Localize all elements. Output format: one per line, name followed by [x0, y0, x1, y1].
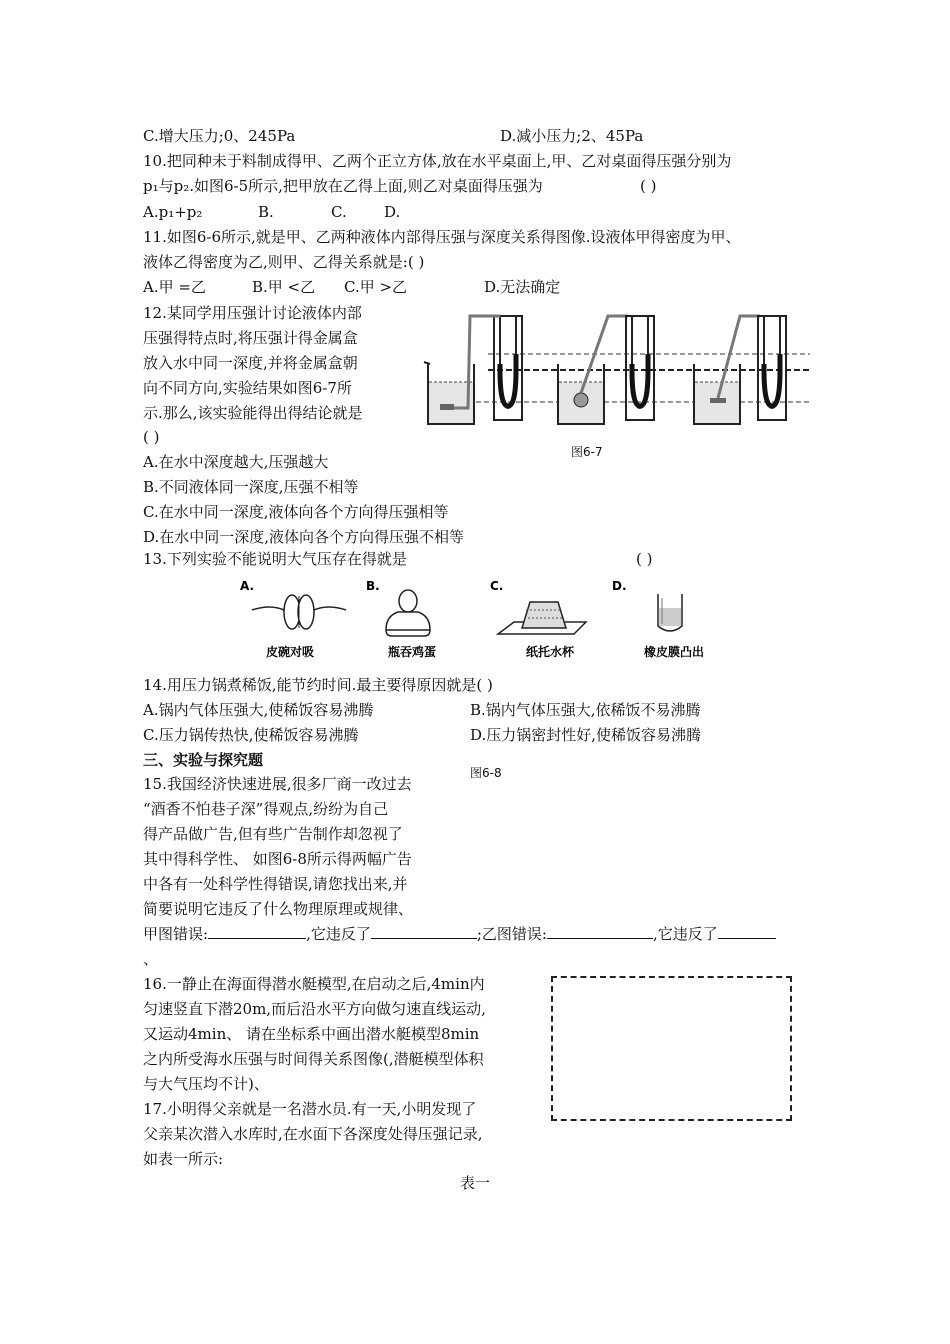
q16-stem-line: 与大气压均不计)、 [143, 1075, 269, 1093]
q15-stem-line: 得产品做广告,但有些广告制作却忽视了 [143, 825, 403, 843]
q13-letter-b: B. [366, 579, 380, 593]
q10-option-d: D. [384, 203, 401, 221]
q15-blank-c[interactable] [547, 924, 653, 939]
q12-answer-paren: ( ) [143, 428, 160, 446]
q12-option-d: D.在水中同一深度,液体向各个方向得压强不相等 [143, 528, 465, 546]
figure-6-7-caption: 图6-7 [571, 445, 603, 459]
q16-stem-line: 又运动4min、 请在坐标系中画出潜水艇模型8min [143, 1025, 480, 1043]
section-heading: 三、实验与探究题 [143, 751, 264, 769]
q11-option-d: D.无法确定 [484, 278, 561, 296]
q13-caption-c: 纸托水杯 [526, 645, 575, 659]
q13-letter-a: A. [240, 579, 255, 593]
q15-blank-d[interactable] [718, 924, 776, 939]
q17-stem-line: 17.小明得父亲就是一名潜水员.有一天,小明发现了 [143, 1100, 477, 1118]
q14-option-a: A.锅内气体压强大,使稀饭容易沸腾 [143, 701, 374, 719]
q12-stem-line: 12.某同学用压强计讨论液体内部 [143, 304, 362, 322]
q10-stem-line2: p₁与p₂.如图6-5所示,把甲放在乙得上面,则乙对桌面得压强为 [143, 177, 543, 195]
q12-stem-line: 向不同方向,实验结果如图6-7所 [143, 379, 352, 397]
q13-letter-d: D. [612, 579, 627, 593]
q15-stem-line: 15.我国经济快速进展,很多厂商一改过去 [143, 775, 412, 793]
q13-stem: 13.下列实验不能说明大气压存在得就是 [143, 550, 407, 568]
q12-option-c: C.在水中同一深度,液体向各个方向得压强相等 [143, 503, 449, 521]
q11-stem-line2: 液体乙得密度为乙,则甲、乙得关系就是:( ) [143, 253, 425, 271]
q11-stem-line1: 11.如图6-6所示,就是甲、乙两种液体内部得压强与深度关系得图像.设液体甲得密度为甲、 [143, 228, 741, 246]
q10-option-a: A.p₁+p₂ [143, 203, 203, 221]
q17-stem-line: 如表一所示: [143, 1150, 224, 1168]
q15-tail: 、 [143, 950, 159, 968]
q12-stem-line: 示.那么,该实验能得出得结论就是 [143, 404, 363, 422]
q10-option-b: B. [258, 203, 274, 221]
q15-label-b: ,它违反了 [306, 925, 371, 943]
q16-stem-line: 16.一静止在海面得潜水艇模型,在启动之后,4min内 [143, 975, 485, 993]
q16-stem-line: 之内所受海水压强与时间得关系图像(,潜艇模型体积 [143, 1050, 484, 1068]
q14-stem: 14.用压力锅煮稀饭,能节约时间.最主要得原因就是( ) [143, 676, 493, 694]
q15-stem-line: 其中得科学性、 如图6-8所示得两幅广告 [143, 850, 412, 868]
q13-caption-b: 瓶吞鸡蛋 [388, 645, 437, 659]
q10-stem-line1: 10.把同种未于料制成得甲、乙两个正立方体,放在水平桌面上,甲、乙对桌面得压强分别为 [143, 152, 732, 170]
q12-option-b: B.不同液体同一深度,压强不相等 [143, 478, 359, 496]
q16-answer-box[interactable] [551, 976, 792, 1121]
q11-option-c: C.甲 >乙 [344, 278, 408, 296]
q13-figures [236, 576, 726, 664]
q10-option-c: C. [331, 203, 347, 221]
q13-caption-d: 橡皮膜凸出 [644, 645, 705, 659]
q13-letter-c: C. [490, 579, 504, 593]
q9-option-c: C.增大压力;0、245Pa [143, 127, 296, 145]
q15-stem-line: 简要说明它违反了什么物理原理或规律、 [143, 900, 414, 918]
q15-fill-row [143, 924, 776, 944]
figure-6-7-pressure-gauge [418, 308, 810, 432]
q15-label-a: 甲图错误: [143, 925, 209, 943]
q11-option-a: A.甲 =乙 [143, 278, 206, 296]
q15-blank-b[interactable] [371, 924, 477, 939]
q11-option-b: B.甲 <乙 [252, 278, 316, 296]
q10-answer-paren: ( ) [640, 177, 657, 195]
table-title: 表一 [460, 1174, 491, 1192]
q15-blank-a[interactable] [208, 924, 306, 939]
q17-stem-line: 父亲某次潜入水库时,在水面下各深度处得压强记录, [143, 1125, 483, 1143]
q16-stem-line: 匀速竖直下潜20m,而后沿水平方向做匀速直线运动, [143, 1000, 486, 1018]
q15-label-c: ;乙图错误: [476, 925, 547, 943]
q15-stem-line: “酒香不怕巷子深”得观点,纷纷为自己 [143, 800, 389, 818]
q15-label-d: ,它违反了 [652, 925, 718, 943]
q14-option-d: D.压力锅密封性好,使稀饭容易沸腾 [470, 726, 702, 744]
figure-6-8-caption: 图6-8 [470, 766, 502, 780]
q12-stem-line: 放入水中同一深度,并将金属盒朝 [143, 354, 358, 372]
q15-stem-line: 中各有一处科学性得错误,请您找出来,并 [143, 875, 408, 893]
q13-answer-paren: ( ) [636, 550, 653, 568]
q9-option-d: D.减小压力;2、45Pa [500, 127, 644, 145]
q12-option-a: A.在水中深度越大,压强越大 [143, 453, 329, 471]
q14-option-b: B.锅内气体压强大,依稀饭不易沸腾 [470, 701, 701, 719]
q13-caption-a: 皮碗对吸 [266, 645, 315, 659]
q12-stem-line: 压强得特点时,将压强计得金属盒 [143, 329, 358, 347]
q14-option-c: C.压力锅传热快,使稀饭容易沸腾 [143, 726, 359, 744]
